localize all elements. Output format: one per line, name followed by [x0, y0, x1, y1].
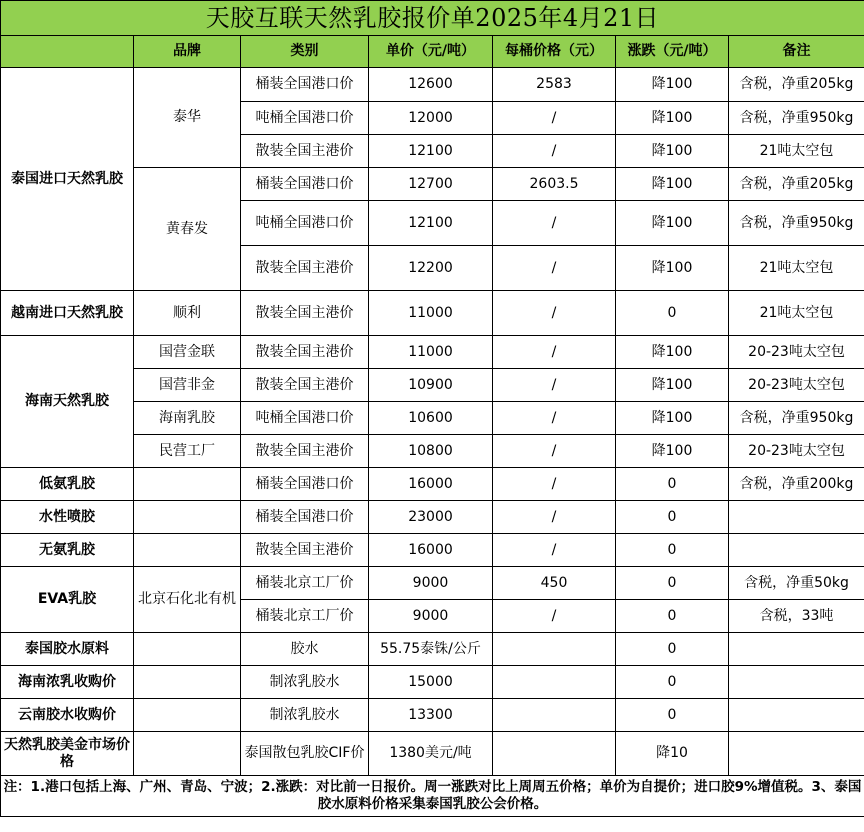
type-cell: 吨桶全国港口价: [241, 201, 369, 246]
barrel-price-cell: /: [493, 336, 616, 369]
brand-cell: 北京石化北有机: [134, 567, 241, 633]
type-cell: 胶水: [241, 633, 369, 666]
header-cell-note: 备注: [729, 36, 864, 68]
note-cell: 含税，33吨: [729, 600, 864, 633]
change-cell: 0: [616, 633, 729, 666]
type-cell: 散装全国主港价: [241, 291, 369, 336]
change-cell: 降100: [616, 369, 729, 402]
table-row: [1, 291, 864, 336]
sheet-title: 天胶互联天然乳胶报价单2025年4月21日: [1, 1, 864, 36]
note-cell: [729, 501, 864, 534]
note-cell: 含税，净重950kg: [729, 102, 864, 135]
barrel-price-cell: /: [493, 246, 616, 291]
category-cell: 无氨乳胶: [1, 534, 134, 567]
barrel-price-cell: /: [493, 291, 616, 336]
change-cell: 降100: [616, 68, 729, 102]
barrel-price-cell: [493, 699, 616, 732]
change-cell: 降100: [616, 246, 729, 291]
header-cell-brand: 品牌: [134, 36, 241, 68]
change-cell: 降100: [616, 102, 729, 135]
price-cell: 13300: [369, 699, 493, 732]
note-cell: 20-23吨太空包: [729, 369, 864, 402]
price-cell: 11000: [369, 291, 493, 336]
barrel-price-cell: /: [493, 468, 616, 501]
type-cell: 散装全国主港价: [241, 534, 369, 567]
footnote: 注：1.港口包括上海、广州、青岛、宁波；2.涨跌：对比前一日报价。周一涨跌对比上周周五价格；单价为自提价；进口胶9%增值税。3、泰国胶水原料价格采集泰国乳胶公会价格。: [1, 776, 864, 817]
note-cell: [729, 633, 864, 666]
brand-cell: [134, 732, 241, 776]
price-cell: 16000: [369, 468, 493, 501]
category-cell: 低氨乳胶: [1, 468, 134, 501]
barrel-price-cell: /: [493, 102, 616, 135]
barrel-price-cell: /: [493, 369, 616, 402]
barrel-price-cell: /: [493, 600, 616, 633]
type-cell: 桶装北京工厂价: [241, 567, 369, 600]
change-cell: 0: [616, 468, 729, 501]
brand-cell: 泰华: [134, 68, 241, 168]
type-cell: 吨桶全国港口价: [241, 102, 369, 135]
price-cell: 9000: [369, 567, 493, 600]
price-cell: 23000: [369, 501, 493, 534]
footnote-row: [1, 776, 864, 817]
category-cell: EVA乳胶: [1, 567, 134, 633]
type-cell: 散装全国主港价: [241, 336, 369, 369]
type-cell: 散装全国主港价: [241, 135, 369, 168]
type-cell: 吨桶全国港口价: [241, 402, 369, 435]
category-cell: 越南进口天然乳胶: [1, 291, 134, 336]
category-cell: 水性喷胶: [1, 501, 134, 534]
price-cell: 11000: [369, 336, 493, 369]
price-cell: 16000: [369, 534, 493, 567]
note-cell: [729, 534, 864, 567]
note-cell: 含税，净重950kg: [729, 201, 864, 246]
brand-cell: 海南乳胶: [134, 402, 241, 435]
change-cell: 0: [616, 534, 729, 567]
type-cell: 桶装北京工厂价: [241, 600, 369, 633]
table-row: [1, 699, 864, 732]
change-cell: 0: [616, 666, 729, 699]
title-row: [1, 1, 864, 36]
table-row: [1, 666, 864, 699]
category-cell: 海南浓乳收购价: [1, 666, 134, 699]
table-row: [1, 534, 864, 567]
change-cell: 降100: [616, 168, 729, 201]
price-cell: 12100: [369, 201, 493, 246]
brand-cell: 国营非金: [134, 369, 241, 402]
note-cell: 21吨太空包: [729, 135, 864, 168]
note-cell: 21吨太空包: [729, 291, 864, 336]
change-cell: 降100: [616, 435, 729, 468]
price-cell: 1380美元/吨: [369, 732, 493, 776]
note-cell: 20-23吨太空包: [729, 435, 864, 468]
brand-cell: 黄春发: [134, 168, 241, 291]
header-cell-type: 类别: [241, 36, 369, 68]
brand-cell: [134, 699, 241, 732]
brand-cell: 顺利: [134, 291, 241, 336]
price-cell: 12000: [369, 102, 493, 135]
brand-cell: [134, 534, 241, 567]
barrel-price-cell: [493, 666, 616, 699]
brand-cell: [134, 633, 241, 666]
table-row: [1, 732, 864, 776]
category-cell: 泰国进口天然乳胶: [1, 68, 134, 291]
note-cell: 20-23吨太空包: [729, 336, 864, 369]
note-cell: 含税，净重200kg: [729, 468, 864, 501]
price-cell: 12100: [369, 135, 493, 168]
category-cell: 海南天然乳胶: [1, 336, 134, 468]
brand-cell: [134, 501, 241, 534]
header-cell-category: [1, 36, 134, 68]
price-cell: 10800: [369, 435, 493, 468]
type-cell: 散装全国主港价: [241, 435, 369, 468]
barrel-price-cell: [493, 732, 616, 776]
change-cell: 降100: [616, 201, 729, 246]
brand-cell: [134, 666, 241, 699]
table-row: [1, 68, 864, 102]
note-cell: [729, 666, 864, 699]
change-cell: 降100: [616, 336, 729, 369]
table-row: [1, 567, 864, 600]
change-cell: 0: [616, 291, 729, 336]
price-cell: 55.75泰铢/公斤: [369, 633, 493, 666]
change-cell: 0: [616, 567, 729, 600]
type-cell: 制浓乳胶水: [241, 666, 369, 699]
header-cell-barrel-price: 每桶价格（元）: [493, 36, 616, 68]
category-cell: 天然乳胶美金市场价格: [1, 732, 134, 776]
brand-cell: [134, 468, 241, 501]
note-cell: 含税，净重205kg: [729, 168, 864, 201]
table-row: [1, 336, 864, 369]
note-cell: 含税，净重950kg: [729, 402, 864, 435]
type-cell: 制浓乳胶水: [241, 699, 369, 732]
price-cell: 9000: [369, 600, 493, 633]
barrel-price-cell: 450: [493, 567, 616, 600]
header-cell-change: 涨跌（元/吨）: [616, 36, 729, 68]
barrel-price-cell: /: [493, 435, 616, 468]
header-cell-price: 单价（元/吨）: [369, 36, 493, 68]
change-cell: 0: [616, 501, 729, 534]
price-cell: 12200: [369, 246, 493, 291]
type-cell: 泰国散包乳胶CIF价: [241, 732, 369, 776]
barrel-price-cell: 2603.5: [493, 168, 616, 201]
type-cell: 桶装全国港口价: [241, 468, 369, 501]
table-row: [1, 468, 864, 501]
barrel-price-cell: /: [493, 402, 616, 435]
change-cell: 0: [616, 600, 729, 633]
price-cell: 10900: [369, 369, 493, 402]
price-cell: 12700: [369, 168, 493, 201]
type-cell: 散装全国主港价: [241, 369, 369, 402]
price-cell: 15000: [369, 666, 493, 699]
note-cell: 21吨太空包: [729, 246, 864, 291]
note-cell: 含税，净重205kg: [729, 68, 864, 102]
brand-cell: 国营金联: [134, 336, 241, 369]
type-cell: 桶装全国港口价: [241, 168, 369, 201]
table-row: [1, 633, 864, 666]
change-cell: 0: [616, 699, 729, 732]
barrel-price-cell: [493, 633, 616, 666]
table-row: [1, 501, 864, 534]
change-cell: 降100: [616, 135, 729, 168]
barrel-price-cell: /: [493, 135, 616, 168]
change-cell: 降100: [616, 402, 729, 435]
change-cell: 降10: [616, 732, 729, 776]
note-cell: 含税，净重50kg: [729, 567, 864, 600]
note-cell: [729, 732, 864, 776]
note-cell: [729, 699, 864, 732]
barrel-price-cell: 2583: [493, 68, 616, 102]
type-cell: 桶装全国港口价: [241, 68, 369, 102]
category-cell: 云南胶水收购价: [1, 699, 134, 732]
type-cell: 桶装全国港口价: [241, 501, 369, 534]
category-cell: 泰国胶水原料: [1, 633, 134, 666]
price-cell: 10600: [369, 402, 493, 435]
barrel-price-cell: /: [493, 201, 616, 246]
brand-cell: 民营工厂: [134, 435, 241, 468]
barrel-price-cell: /: [493, 534, 616, 567]
type-cell: 散装全国主港价: [241, 246, 369, 291]
barrel-price-cell: /: [493, 501, 616, 534]
price-cell: 12600: [369, 68, 493, 102]
header-row: [1, 36, 864, 68]
